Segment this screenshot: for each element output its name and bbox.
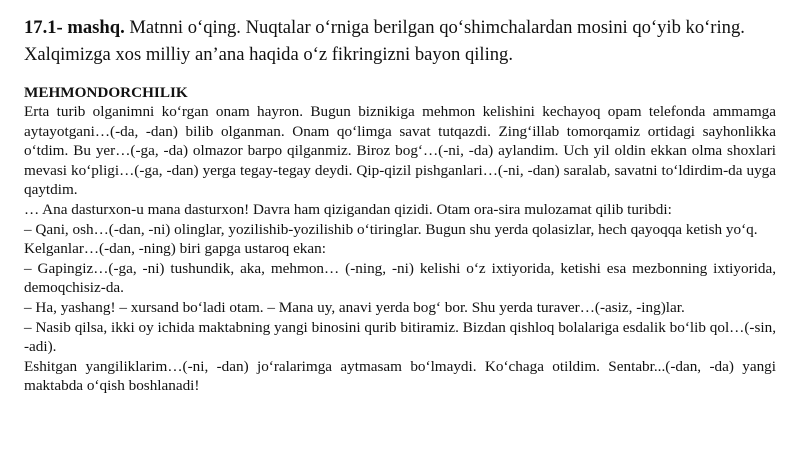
text-body: [24, 102, 776, 396]
exercise-instruction: [24, 14, 776, 68]
dialogue-line: – Nasib qilsa, ikki oy ichida maktabning yangi binosini qurib bitiramiz. Bizdan qishloq bolalariga esdalik bo‘lib qol…(-sin, -adi).: [24, 318, 776, 356]
paragraph: Kelganlar…(-dan, -ning) biri gapga ustaroq ekan:: [24, 240, 326, 258]
exercise-number: 17.1- mashq.: [24, 17, 125, 38]
text-title: MEHMONDORCHILIK: [24, 84, 188, 101]
paragraph: Eshitgan yangiliklarim…(-ni, -dan) jo‘ralarimga aytmasam bo‘lmaydi. Ko‘chaga otildim. Sentabr...(-dan, -da) yangi maktabda o‘qish boshlanadi!: [24, 357, 776, 395]
exercise-instruction-text: Matnni o‘qing. Nuqtalar o‘rniga berilgan qo‘shimchalardan mosini qo‘yib ko‘ring. Xalqimizga xos milliy an’ana haqida o‘z fikringizni bayon qiling.: [24, 17, 745, 65]
dialogue-line: – Gapingiz…(-ga, -ni) tushundik, aka, mehmon… (-ning, -ni) kelishi o‘z ixtiyorida, ketishi esa mezbonning ixtiyorida, demoqchisiz-da.: [24, 259, 776, 297]
dialogue-line: – Ha, yashang! – xursand bo‘ladi otam. – Mana uy, anavi yerda bog‘ bor. Shu yerda turaver…(-asiz, -ing)lar.: [24, 298, 685, 316]
paragraph: … Ana dasturxon-u mana dasturxon! Davra ham qizigandan qizidi. Otam ora-sira mulozamat qilib turibdi:: [24, 200, 672, 218]
dialogue-line: – Qani, osh…(-dan, -ni) olinglar, yozilishib-yozilishib o‘tiringlar. Bugun shu yerda qolasizlar, hech qayoqqa ketish yo‘q.: [24, 220, 758, 238]
paragraph: Erta turib olganimni ko‘rgan onam hayron. Bugun biznikiga mehmon kelishini kechayoq opam telefonda ammamga aytayotgani…(-da, -dan) bilib olganman. Onam qo‘limga savat tutqazdi. Zing‘illab tomorqamiz ortidagi sayhonlikka o‘tdim. Bu yer…(-ga, -da) olmazor barpo qilganmiz. Biroz bog‘…(-ni, -da) aylandim. Uch yil oldin ekkan olma shoxlari mevasi ko‘pligi…(-ga, -dan) yerga tegay-tegay deydi. Qip-qizil pishganlari…(-ni, -dan) saralab, savatni to‘ldirdim-da uyga qaytdim.: [24, 103, 776, 199]
